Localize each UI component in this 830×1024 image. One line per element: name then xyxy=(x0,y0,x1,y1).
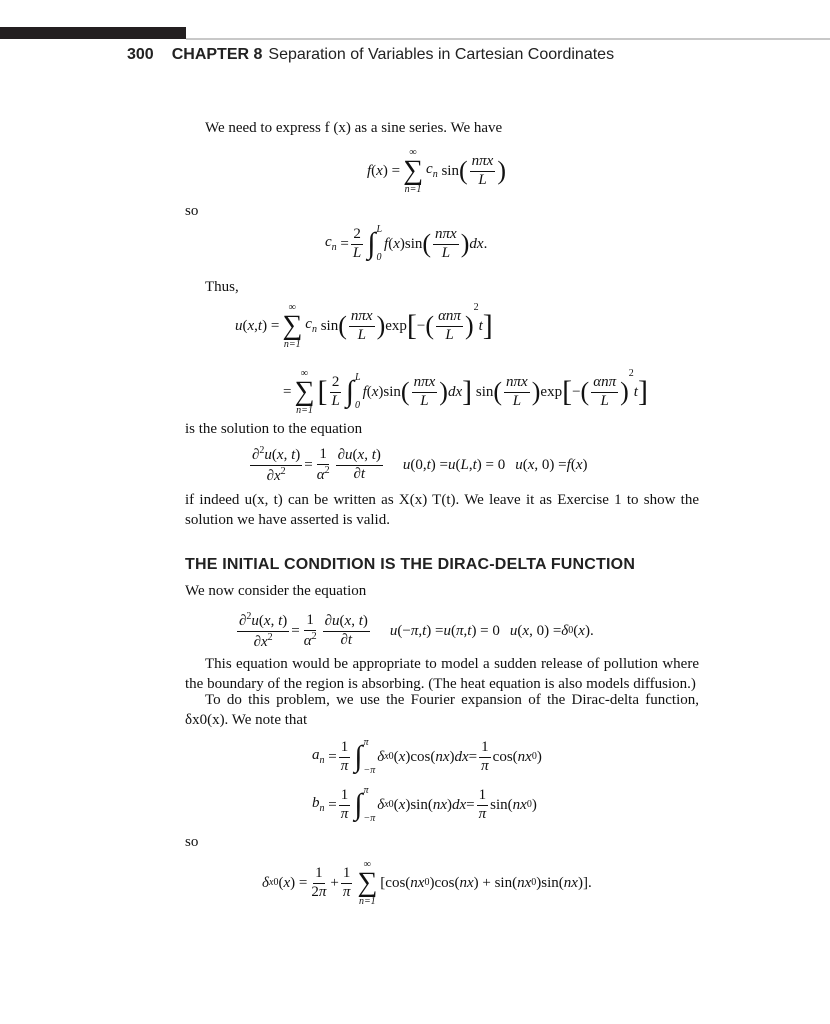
equation-dirac-expansion: δ x0 ( x ) = $\frac{1}{2\pi}$ + $\frac{1}{\pi}$ ∞ ∑ n=1 [cos( nx 0 )cos( nx ) + sin( nx 0 )sin( nx )]. xyxy=(262,859,592,907)
header-rule xyxy=(186,38,830,40)
equation-heat: $\frac{\partial^2u(x, t)}{\partial x^2}$ = $\frac{1}{\alpha^2}$ $\frac{\partial u(x, t)}{\partial t}$ u (0, t ) = u ( L , t ) = 0 u ( x , 0) = f ( x ) xyxy=(252,445,588,484)
equation-solution: u ( x , t ) = ∞ ∑ n=1 $c_n$ sin ( $\frac{\text{nπx}}{L}$ ) exp [ − ( $\frac{\text{αnπ}}{L}$ ) 2 t ] xyxy=(235,302,493,350)
intro-text: We need to express f (x) as a sine series. We have xyxy=(205,120,503,136)
text-so-1: so xyxy=(185,203,199,219)
section-heading: THE INITIAL CONDITION IS THE DIRAC-DELTA FUNCTION xyxy=(185,556,636,573)
running-header xyxy=(127,46,614,64)
text-is-solution: is the solution to the equation xyxy=(185,421,363,437)
chapter-title: Separation of Variables in Cartesian Coordinates xyxy=(268,46,615,63)
equation-an: $a_n$ = $\frac{1}{\pi}$ ∫ π −π δ x0 ( x )cos( nx ) dx = $\frac{1}{\pi}$ cos( nx 0 ) xyxy=(312,737,542,776)
text-if-indeed: if indeed u(x, t) can be written as X(x) T(t). We leave it as Exercise 1 to show the solution we have asserted is valid. xyxy=(185,492,699,528)
text-fourier-para: To do this problem, we use the Fourier expansion of the Dirac-delta function, δx0(x). We note that xyxy=(185,692,699,728)
equation-solution-expanded: = ∞ ∑ n=1 [ $\frac{2}{L}$ ∫ L 0 f ( x )sin ( $\frac{\text{nπx}}{L}$ ) dx ] sin ( $\frac{\text{nπx}}{L}$ ) exp [ − ( $\frac{\text{αnπ}}{L}$ ) 2 t ] xyxy=(283,368,648,416)
equation-coefficient: $c_n$ = $\frac{2}{L}$ ∫ L 0 f ( x )sin ( $\frac{\text{nπx}}{L}$ ) dx . xyxy=(325,224,488,263)
equation-sine-series: f ( x ) = ∞ ∑ n=1 $c_n$ sin ( $\frac{\text{nπx}}{L}$ ) xyxy=(367,147,506,195)
equation-bn: $b_n$ = $\frac{1}{\pi}$ ∫ π −π δ x0 ( x )sin( nx ) dx = $\frac{1}{\pi}$ sin( nx 0 ) xyxy=(312,785,537,824)
text-so-2: so xyxy=(185,834,199,850)
text-consider: We now consider the equation xyxy=(185,583,367,599)
text-thus: Thus, xyxy=(205,279,239,295)
equation-dirac-problem: $\frac{\partial^2u(x, t)}{\partial x^2}$ = $\frac{1}{\alpha^2}$ $\frac{\partial u(x, t)}{\partial t}$ u (− π , t ) = u ( π , t ) = 0 u ( x , 0) = δ 0 ( x ). xyxy=(239,611,594,650)
chapter-label: CHAPTER 8 xyxy=(171,46,263,63)
page-number: 300 xyxy=(127,46,154,63)
header-bar-dark xyxy=(0,27,186,39)
text-model-para: This equation would be appropriate to model a sudden release of pollution where the boundary of the region is absorbing. (The heat equation is also models diffusion.) xyxy=(185,656,699,692)
